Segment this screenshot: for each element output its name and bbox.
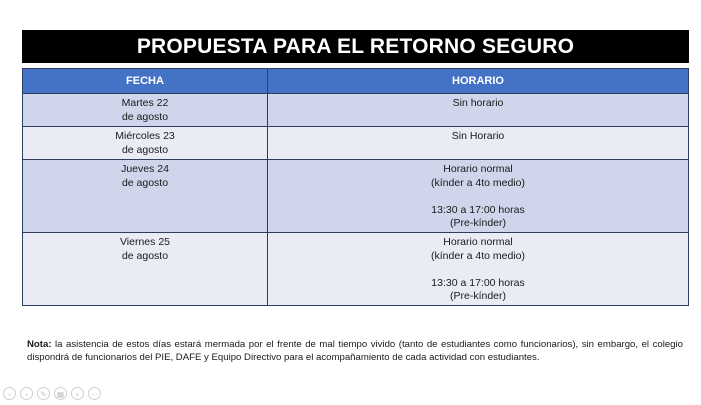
note-text: la asistencia de estos días estará mermada por el frente de mal tiempo vivido (tanto de estudiantes como funcionarios), sin embargo, el colegio dispondrá de funcionarios del PIE, DAFE y Equipo Directivo para el acompañamiento de cada actividad con estudiantes. — [27, 339, 683, 363]
table-body — [23, 94, 689, 306]
horario-line: (Pre-kínder) — [449, 217, 506, 229]
note — [27, 338, 683, 364]
fecha-cell — [23, 160, 268, 233]
fecha-line: de agosto — [121, 249, 169, 262]
fecha-line: Miércoles 23 — [115, 130, 175, 142]
previous-icon[interactable]: ‹ — [3, 387, 16, 400]
more-icon[interactable]: ⋯ — [88, 387, 101, 400]
horario-line: 13:30 a 17:00 horas — [431, 276, 525, 289]
presentation-toolbar — [3, 387, 101, 400]
horario-line: Sin Horario — [451, 130, 505, 142]
horario-line: Horario normal — [443, 236, 513, 248]
horario-cell — [268, 127, 689, 160]
horario-line: (kínder a 4to medio) — [431, 249, 525, 262]
table-row — [23, 127, 689, 160]
horario-line: Horario normal — [443, 163, 513, 175]
horario-cell — [268, 233, 689, 306]
horario-cell — [268, 160, 689, 233]
table-row — [23, 94, 689, 127]
horario-line: 13:30 a 17:00 horas — [431, 203, 525, 216]
fecha-line: Jueves 24 — [121, 163, 169, 175]
fecha-line: Martes 22 — [121, 97, 169, 109]
header-fecha: FECHA — [23, 69, 268, 94]
schedule-table — [22, 68, 689, 306]
horario-gap — [272, 190, 684, 204]
table-row — [23, 233, 689, 306]
table-row — [23, 160, 689, 233]
fecha-line: de agosto — [121, 110, 169, 123]
horario-line: (Pre-kínder) — [449, 290, 506, 302]
fecha-cell — [23, 127, 268, 160]
header-horario: HORARIO — [268, 69, 689, 94]
note-label: Nota: — [27, 339, 52, 350]
horario-gap — [272, 263, 684, 277]
title-bar — [22, 30, 689, 63]
fecha-line: Viernes 25 — [119, 236, 170, 248]
page-title: PROPUESTA PARA EL RETORNO SEGURO — [136, 34, 575, 58]
fecha-cell — [23, 233, 268, 306]
horario-line: Sin horario — [452, 97, 504, 109]
horario-line: (kínder a 4to medio) — [431, 176, 525, 189]
zoom-icon[interactable]: ⌕ — [71, 387, 84, 400]
slides-icon[interactable]: ▦ — [54, 387, 67, 400]
next-icon[interactable]: › — [20, 387, 33, 400]
horario-cell — [268, 94, 689, 127]
pen-icon[interactable]: ✎ — [37, 387, 50, 400]
fecha-cell — [23, 94, 268, 127]
fecha-line: de agosto — [121, 143, 169, 156]
table-header-row — [23, 69, 689, 94]
fecha-line: de agosto — [121, 176, 169, 189]
